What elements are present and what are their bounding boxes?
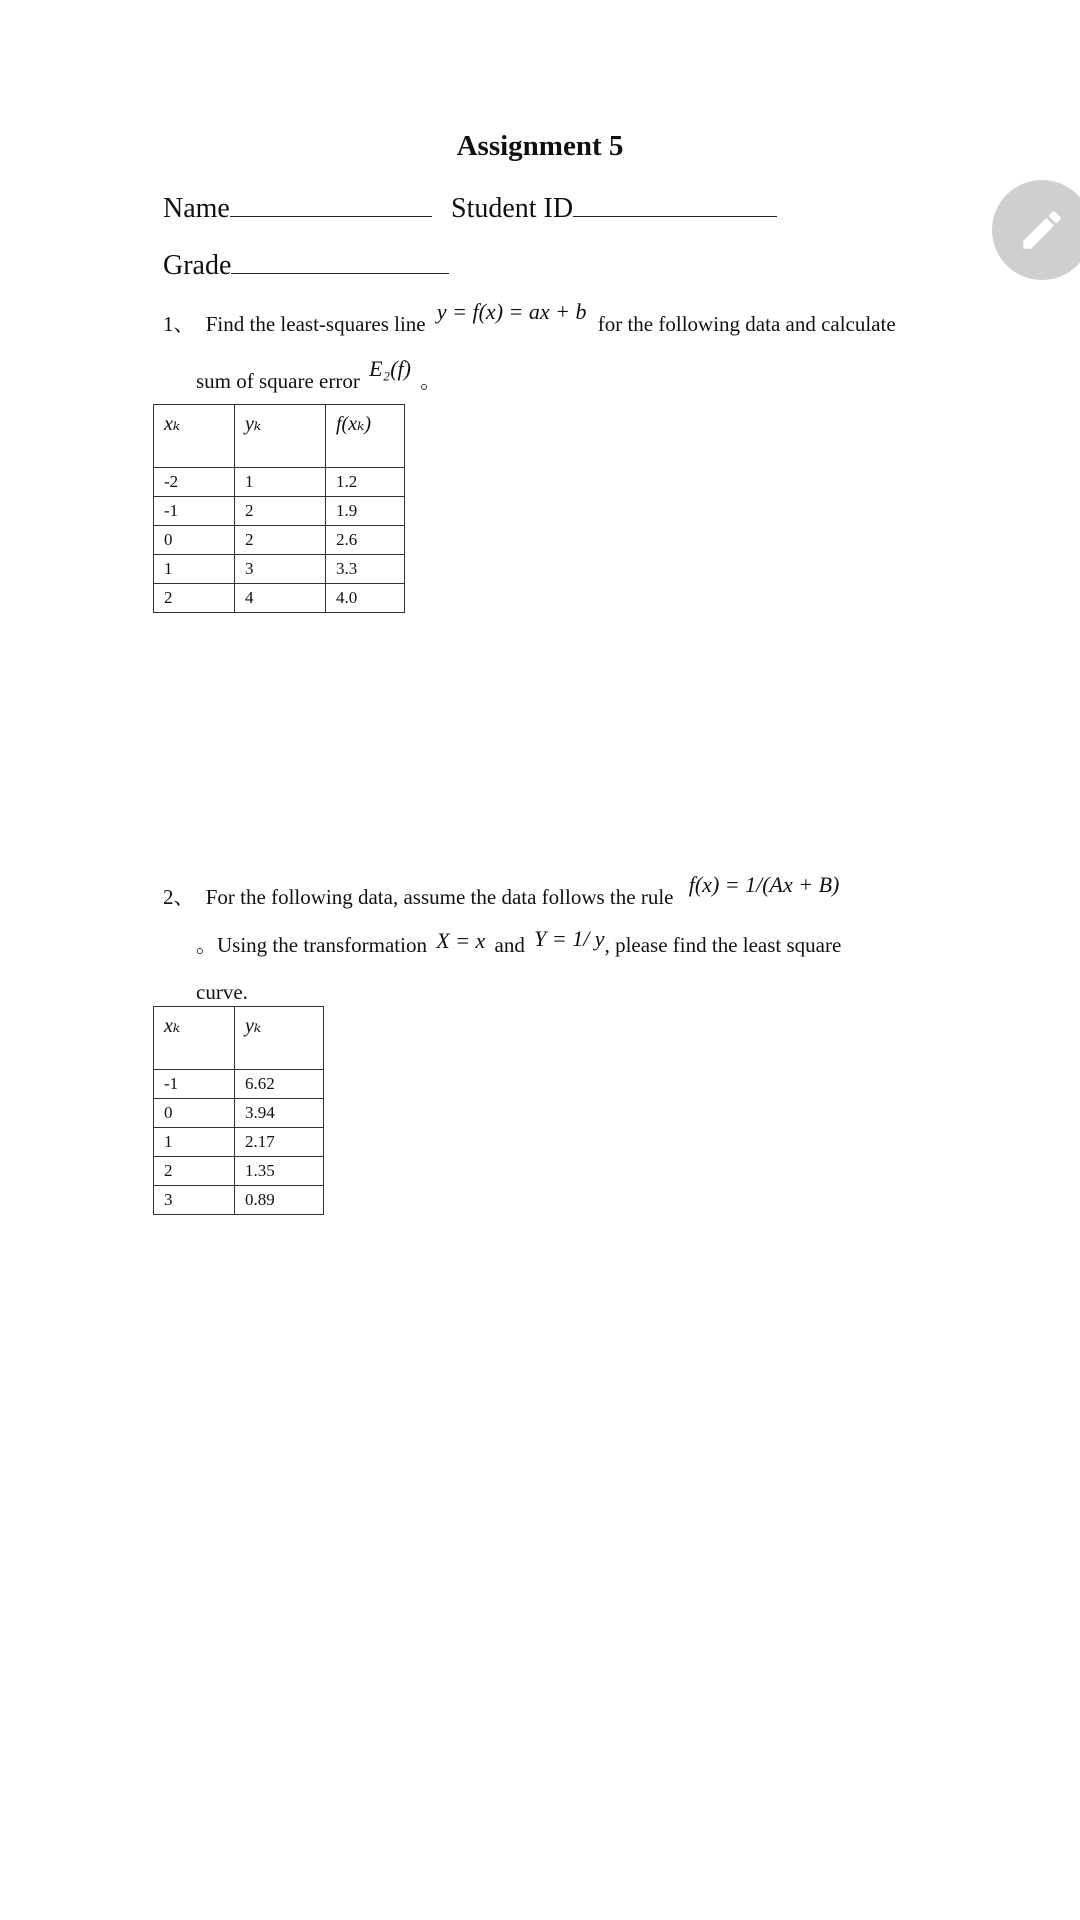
table-header-row [154, 1007, 324, 1070]
table-row [154, 497, 405, 526]
question-2-text: For the following data, assume the data follows the rule [205, 885, 674, 909]
student-id-blank [573, 190, 777, 217]
table-row [154, 1157, 324, 1186]
question-1-period: 。 [420, 369, 442, 393]
table-header-row [154, 405, 405, 468]
question-2-formula-x: X = x [436, 928, 486, 953]
question-1-line-1 [163, 299, 896, 338]
question-2-line-2 [196, 926, 842, 959]
question-1-line-2-text: sum of square error [196, 369, 360, 393]
table-cell: 1.35 [235, 1157, 324, 1186]
table-row [154, 468, 405, 497]
header-xk: xₖ [154, 405, 235, 468]
table-row [154, 1099, 324, 1128]
table-row [154, 584, 405, 613]
student-id-field [451, 190, 777, 225]
question-2-formula: f(x) = 1/(Ax + B) [688, 872, 840, 897]
question-2-formula-y: Y = 1/ y [534, 926, 605, 951]
table-cell: 2 [235, 497, 326, 526]
question-2-table [153, 1006, 324, 1215]
header-xk: xₖ [154, 1007, 235, 1070]
table-cell: 6.62 [235, 1070, 324, 1099]
table-cell: 2 [235, 526, 326, 555]
table-cell: 2 [154, 584, 235, 613]
question-2-line-2-end: , please find the least square [604, 933, 842, 957]
table-row [154, 555, 405, 584]
question-2-and: and [494, 933, 525, 957]
question-1-error-formula: E₂(f) [369, 356, 411, 381]
table-cell: 2.6 [326, 526, 405, 555]
question-2-line-3: curve. [196, 980, 248, 1004]
table-cell: 0.89 [235, 1186, 324, 1215]
question-1-table [153, 404, 405, 613]
question-1-line-2 [196, 356, 442, 395]
name-label: Name [163, 193, 230, 224]
name-field [163, 190, 432, 225]
table-cell: 0 [154, 526, 235, 555]
table-cell: 1 [154, 555, 235, 584]
table-row [154, 1070, 324, 1099]
table-cell: -1 [154, 1070, 235, 1099]
table-cell: -1 [154, 497, 235, 526]
table-cell: 4 [235, 584, 326, 613]
page-title: Assignment 5 [456, 130, 624, 162]
table-cell: -2 [154, 468, 235, 497]
table-cell: 0 [154, 1099, 235, 1128]
grade-blank [231, 247, 449, 274]
table-cell: 2 [154, 1157, 235, 1186]
grade-field [163, 247, 449, 282]
table-row [154, 1186, 324, 1215]
pencil-icon [1017, 205, 1067, 255]
student-id-label: Student ID [451, 193, 574, 224]
question-2-line-1 [163, 872, 840, 911]
table-row [154, 526, 405, 555]
question-1-text: Find the least-squares line [205, 312, 426, 336]
table-row [154, 1128, 324, 1157]
table-cell: 3 [154, 1186, 235, 1215]
table-cell: 1 [154, 1128, 235, 1157]
question-1-number: 1、 [163, 312, 195, 336]
question-2-number: 2、 [163, 885, 195, 909]
grade-label: Grade [163, 250, 232, 281]
table-cell: 3.94 [235, 1099, 324, 1128]
name-blank [230, 190, 432, 217]
table-cell: 4.0 [326, 584, 405, 613]
question-1-text-after: for the following data and calculate [597, 312, 896, 336]
table-cell: 3 [235, 555, 326, 584]
question-2-line-2-start: 。Using the transformation [196, 933, 427, 957]
table-cell: 3.3 [326, 555, 405, 584]
header-fxk: f(xₖ) [326, 405, 405, 468]
header-yk: yₖ [235, 405, 326, 468]
table-cell: 1.9 [326, 497, 405, 526]
table-cell: 2.17 [235, 1128, 324, 1157]
header-yk: yₖ [235, 1007, 324, 1070]
question-1-formula: y = f(x) = ax + b [436, 299, 587, 324]
table-cell: 1.2 [326, 468, 405, 497]
table-cell: 1 [235, 468, 326, 497]
edit-button[interactable] [992, 180, 1080, 280]
